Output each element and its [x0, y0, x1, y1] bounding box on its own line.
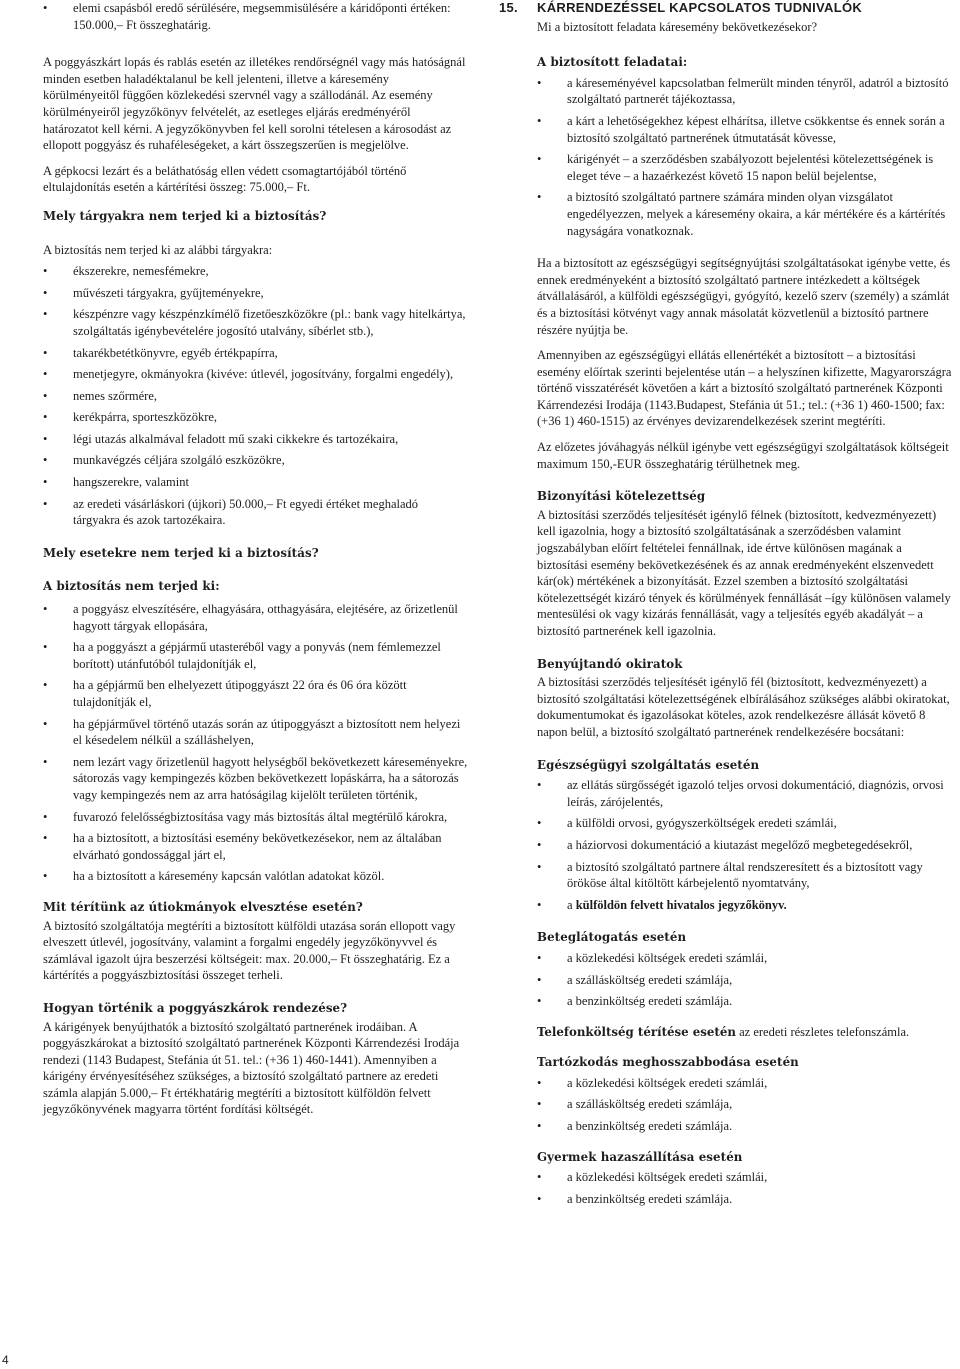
- child-transport-list: [537, 1169, 955, 1207]
- section-subtitle: Mi a biztosított feladata káresemény bekövetkezésekor?: [537, 19, 818, 34]
- heading-hospital-visit: Beteglátogatás esetén: [537, 930, 687, 945]
- bullet-icon: •: [537, 950, 542, 965]
- bullet-icon: •: [537, 1119, 542, 1134]
- list-item: • a közlekedési költségek eredeti számlái,: [537, 1075, 768, 1090]
- section-title: KÁRRENDEZÉSSEL KAPCSOLATOS TUDNIVALÓK: [537, 0, 863, 15]
- list-item: • ékszerekre, nemesfémekre,: [43, 264, 209, 279]
- paragraph: A poggyászkárt lopás és rablás esetén az illetékes rendőrségnél vagy más hatóságnál minden esetben haladéktalanul be kell jelenteni, illetve a káresemény körülményeitől függően közlekedési szervnél vagy a szállodánál. Az esemény körülményeiről jegyzőkönyv felvételét, az esetleges eljárás eredményéről határozatot kell kérni. A jegyzőkönyvben fel kell sorolni tételesen a károsodást az ellopott poggyász és ruhaféleségeket, a kárt összegszerűen is megjelölve.: [43, 55, 466, 153]
- list-item: • fuvarozó felelősségbiztosítása vagy más biztosítás által megtérülő károkra,: [43, 809, 448, 824]
- list-item: • kárigényét – a szerződésben szabályozott bejelentési kötelezettségének is eleget téve – a hazaérkezést követő 15 napon belül bejelentse,: [537, 152, 934, 183]
- list-item: • művészeti tárgyakra, gyűjteményekre,: [43, 285, 264, 300]
- bullet-icon: •: [43, 640, 48, 655]
- bullet-icon: •: [537, 113, 542, 128]
- duties-list: [537, 75, 955, 239]
- bullet-icon: •: [43, 475, 48, 490]
- section-heading: [499, 0, 955, 17]
- bullet-icon: •: [537, 778, 542, 793]
- paragraph: A biztosítási szerződés teljesítését igénylő félnek (biztosított, kedvezményezett) kell igazolnia, hogy a biztosító szolgáltatásának a szerződésben valamint jogszabályban előírt feltételei fennállnak, ide értve különösen magának a biztosítási esemény bekövetkezésének és az annak eredményeként elszenvedett kár(ok) mértékének a bizonyítását. Ezzel szemben a biztosító szolgáltatási kötelezettségét kizáró tények és körülmények fennállását –így különösen valamely mentesülési ok vagy kizárás fennállását, vagy a teljesítés egyéb akadályát – a biztosító partnerének kell igazolnia.: [537, 507, 951, 638]
- list-item: • a poggyász elveszítésére, elhagyására, otthagyására, elejtésére, az őrizetlenül hagyott tárgyak ellopására,: [43, 602, 458, 633]
- list-item: • a benzinköltség eredeti számlája.: [537, 1191, 733, 1206]
- bullet-icon: •: [537, 190, 542, 205]
- list-item: • kerékpárra, sporteszközökre,: [43, 410, 218, 425]
- list-item: • ha a biztosított a káresemény kapcsán valótlan adatokat közöl.: [43, 869, 385, 884]
- heading-proof: Bizonyítási kötelezettség: [537, 489, 706, 504]
- right-column: [499, 0, 955, 1217]
- paragraph: A kárigények benyújthatók a biztosító szolgáltató partnerének irodáiban. A poggyászkárokat a biztosító szolgáltató partnerének Központi Kárrendezési Irodája rendezi (1143 Budapest, Stefánia út 51. tel.: (+36 1) 460-1441). Amennyiben a kárigény érvényesítéséhez szükséges, a biztosító szolgáltató partnere az eredeti számla alapján 5.000,– Ft értékhatárig megtéríti a biztosított külföldön felvett jegyzőkönyvének magyarra történt fordítási költségét.: [43, 1019, 460, 1117]
- bullet-icon: •: [537, 1097, 542, 1112]
- list-item: • készpénzre vagy készpénzkímélő fizetőeszközökre (pl.: bank vagy hitelkártya, szolgáltatás igénybevételére jogosító utalvány, síbérlet stb.),: [43, 307, 466, 338]
- excluded-cases-list: [43, 601, 468, 885]
- list-item: • a közlekedési költségek eredeti számlái,: [537, 950, 768, 965]
- bullet-icon: •: [537, 994, 542, 1009]
- list-item: • nemes szőrmére,: [43, 388, 157, 403]
- paragraph: Ha a biztosított az egészségügyi segítségnyújtási szolgáltatásokat igénybe vette, és ennek eredményeként a biztosító szolgáltató partnere intézkedett a költségek átvállalásáról, a külföldi egészségügyi, gyógyító, kezelő szerv (személy) a számlát és a biztosítási kötvényt vagy annak másolatát közvetlenül a biztosító partnere részére nyújtja be.: [537, 256, 951, 337]
- bullet-icon: •: [43, 1, 48, 15]
- paragraph: A biztosítás nem terjed ki az alábbi tárgyakra:: [43, 242, 273, 257]
- health-docs-list-last: [537, 897, 955, 914]
- list-item: • a biztosító szolgáltató partnere számára minden olyan vizsgálatot engedélyezzen, melyek a káresemény okaira, a kár mértékére és a kártérítés nagyságára vonatkoznak.: [537, 190, 946, 238]
- heading-extended-stay: Tartózkodás meghosszabbodása esetén: [537, 1055, 799, 1070]
- list-item: • a biztosító szolgáltató partnere által rendszeresített és a biztosított vagy örököse által kitöltött kárbejelentő nyomtatvány,: [537, 859, 923, 891]
- bullet-icon: •: [537, 75, 542, 90]
- list-item: • ha gépjárművel történő utazás során az útipoggyászt a biztosított nem helyezi el késedelem nélkül a szálláshelyen,: [43, 716, 461, 748]
- bullet-icon: •: [43, 869, 48, 884]
- health-docs-list: [537, 777, 955, 892]
- phone-cost-line: Telefonköltség térítése esetén az eredeti részletes telefonszámla.: [537, 1024, 910, 1039]
- bullet-icon: •: [537, 1170, 542, 1185]
- heading-submit: Benyújtandó okiratok: [537, 656, 683, 671]
- bullet-icon: •: [43, 754, 48, 769]
- heading-settle: Hogyan történik a poggyászkárok rendezése?: [43, 1000, 348, 1015]
- bullet-icon: •: [537, 859, 542, 874]
- list-item: • a kárt a lehetőségekhez képest elhárítsa, illetve csökkentse és ennek során a biztosító szolgáltató partnerének útmutatását kövesse,: [537, 113, 945, 145]
- bullet-icon: •: [43, 307, 48, 322]
- list-item: • ha a poggyászt a gépjármű utasteréből vagy a ponyvás (nem fémlemezzel borított) utánfutóból tulajdonítják el,: [43, 640, 441, 671]
- bullet-icon: •: [537, 897, 542, 912]
- paragraph: A biztosítási szerződés teljesítését igénylő fél (biztosított, kedvezményezett) a biztosító szolgáltatási kötelezettségének elbírálásához szükséges alábbi okiratokat, dokumentumokat és igazolásokat köteles, azok rendelkezésre állását követő 8 napon belül, a biztosító szolgáltató partnerének rendelkezésére bocsátani:: [537, 675, 950, 739]
- list-item: • nem lezárt vagy őrizetlenül hagyott helységből bekövetkezett káreseményekre, sátorozás vagy kempingezés közben bekövetkezett lopáskárra, ha a sátorozás vagy kempingezés nem az arra hatóságilag kijelölt területen történik,: [43, 754, 468, 802]
- bullet-icon: •: [43, 367, 48, 382]
- heading-child-transport: Gyermek hazaszállítása esetén: [537, 1149, 743, 1164]
- list-item: • a közlekedési költségek eredeti számlái,: [537, 1170, 768, 1185]
- bullet-icon: •: [43, 285, 48, 300]
- list-item: • az eredeti vásárláskori (újkori) 50.000,– Ft egyedi értéket meghaladó tárgyakra és azok tartozékaira.: [43, 496, 419, 528]
- bullet-icon: •: [537, 1075, 542, 1090]
- heading-cases: Mely esetekre nem terjed ki a biztosítás?: [43, 545, 319, 560]
- list-item: • menetjegyre, okmányokra (kivéve: útlevél, jogosítvány, forgalmi engedély),: [43, 367, 454, 382]
- heading-cases-intro: A biztosítás nem terjed ki:: [43, 579, 220, 594]
- bullet-icon: •: [43, 345, 48, 360]
- bullet-icon: •: [43, 809, 48, 824]
- page-number: 4: [2, 1353, 9, 1367]
- list-item: • elemi csapásból eredő sérülésére, megsemmisülésére a káridőponti értéken: 150.000,– Ft összeghatárig.: [43, 1, 451, 32]
- bullet-icon: •: [537, 972, 542, 987]
- bullet-icon: •: [43, 264, 48, 279]
- section-number: 15.: [499, 0, 518, 15]
- paragraph: Az előzetes jóváhagyás nélkül igénybe vett egészségügyi szolgáltatások költségeit maximum 150,-EUR összeghatárig térülhetnek meg.: [537, 440, 949, 471]
- bullet-icon: •: [43, 453, 48, 468]
- bullet-icon: •: [537, 837, 542, 852]
- paragraph: A gépkocsi lezárt és a beláthatóság ellen védett csomagtartójából történő eltulajdonítás esetén a kártérítési összeg: 75.000,– Ft.: [43, 163, 407, 195]
- list-item: • az ellátás sürgősségét igazoló teljes orvosi dokumentáció, diagnózis, orvosi leírás, zárójelentés,: [537, 778, 944, 809]
- bullet-icon: •: [43, 388, 48, 403]
- list-item: • a szállásköltség eredeti számlája,: [537, 972, 733, 987]
- bullet-icon: •: [43, 678, 48, 693]
- bullet-icon: •: [43, 716, 48, 731]
- bullet-icon: •: [43, 431, 48, 446]
- bullet-icon: •: [43, 410, 48, 425]
- intro-list: [43, 0, 468, 33]
- bullet-icon: •: [43, 831, 48, 846]
- heading-docs: Mit térítünk az útiokmányok elvesztése esetén?: [43, 899, 363, 914]
- extended-stay-list: [537, 1075, 955, 1135]
- list-item: • hangszerekre, valamint: [43, 475, 189, 490]
- list-item: • munkavégzés céljára szolgáló eszközökre,: [43, 453, 285, 468]
- list-item: • a külföldön felvett hivatalos jegyzőkönyv.: [537, 897, 787, 912]
- list-item: • a háziorvosi dokumentáció a kiutazást megelőző megbetegedésekről,: [537, 837, 913, 852]
- list-item: • ha a biztosított, a biztosítási esemény bekövetkezésekor, nem az általában elvárható gondossággal járt el,: [43, 831, 442, 862]
- excluded-objects-list: [43, 263, 468, 529]
- left-column: [43, 0, 468, 1127]
- bullet-icon: •: [43, 496, 48, 511]
- list-item: • a szállásköltség eredeti számlája,: [537, 1097, 733, 1112]
- paragraph: Amennyiben az egészségügyi ellátás ellenértékét a biztosított – a biztosítási esemény előírtak szerinti bejelentése után – a helyszínen kifizette, Magyarországra történő visszatérését követően a kárt a biztosító szolgáltató partnerének Központi Kárrendezési Irodája (1143.Budapest, Stefánia út 51.; tel.: (+36 1) 460-1500; fax: (+36 1) 460-1515) az érvényes devizarendelkezések szerint megtéríti.: [537, 348, 952, 429]
- list-item: • a külföldi orvosi, gyógyszerköltségek eredeti számlái,: [537, 816, 837, 831]
- bullet-icon: •: [537, 816, 542, 831]
- heading-duties: A biztosított feladatai:: [537, 55, 688, 70]
- list-item: • légi utazás alkalmával feladott mű szaki cikkekre és tartozékaira,: [43, 431, 399, 446]
- heading-objects: Mely tárgyakra nem terjed ki a biztosítás?: [43, 208, 327, 223]
- list-item: • a káreseményével kapcsolatban felmerült minden tényről, adatról a biztosító szolgáltató partnerét tájékoztassa,: [537, 75, 949, 107]
- bullet-icon: •: [537, 1191, 542, 1206]
- list-item: • takarékbetétkönyvre, egyéb értékpapírra,: [43, 345, 278, 360]
- list-item: • a benzinköltség eredeti számlája.: [537, 994, 733, 1009]
- paragraph: A biztosító szolgáltatója megtéríti a biztosított külföldi utazása során ellopott vagy elveszett útlevél, jogosítvány, valamint a forgalmi engedély jegyzőkönyvvel és számlával igazolt újra beszerzési költségeit: max. 20.000,– Ft összeghatárig. Ez a kártérítés a poggyászbiztosítási összeget terheli.: [43, 918, 456, 983]
- heading-health: Egészségügyi szolgáltatás esetén: [537, 757, 760, 772]
- bullet-icon: •: [537, 152, 542, 167]
- list-item: • ha a gépjármű ben elhelyezett útipoggyászt 22 óra és 06 óra között tulajdonítják el,: [43, 678, 407, 709]
- bullet-icon: •: [43, 602, 48, 617]
- hospital-visit-list: [537, 950, 955, 1010]
- list-item: • a benzinköltség eredeti számlája.: [537, 1119, 733, 1134]
